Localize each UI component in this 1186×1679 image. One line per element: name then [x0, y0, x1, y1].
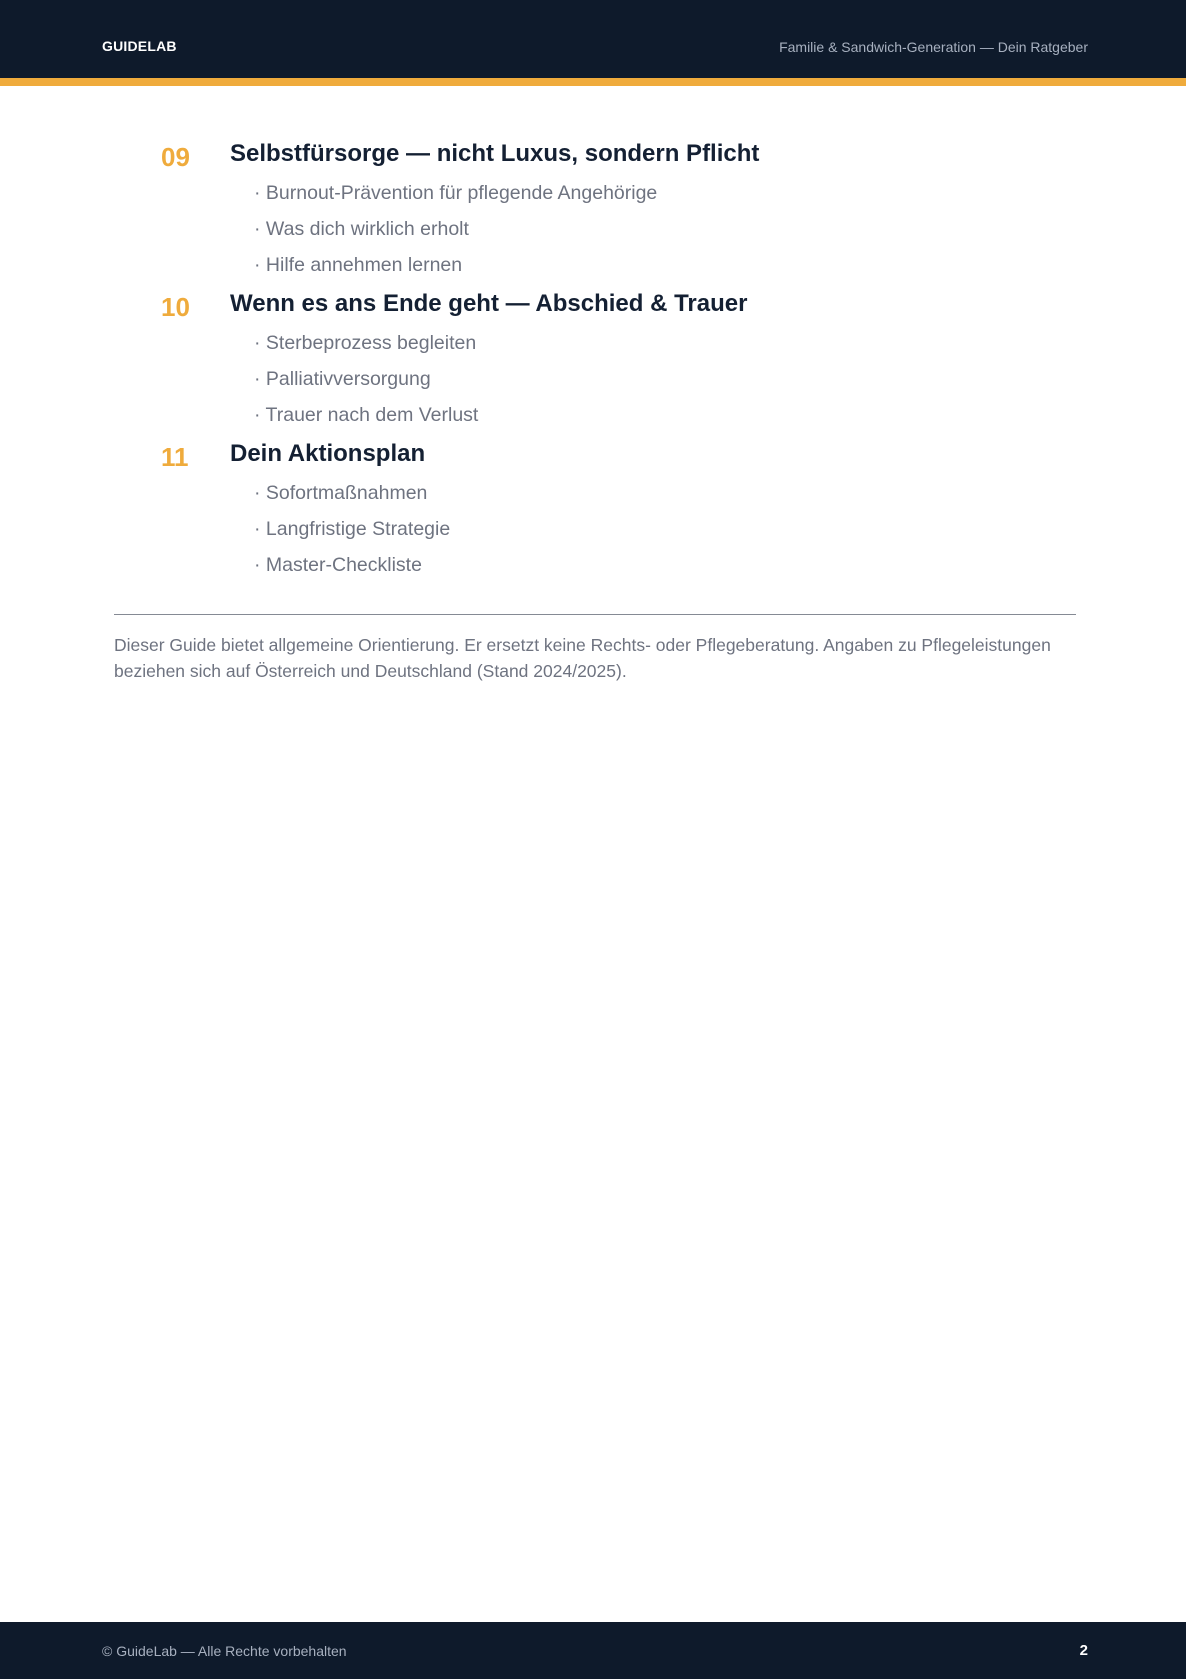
- table-of-contents: [0, 138, 1186, 588]
- section-divider: [114, 614, 1076, 615]
- subtopic-item: · Sterbeprozess begleiten: [254, 332, 477, 354]
- subtopic-item: · Trauer nach dem Verlust: [254, 404, 479, 426]
- page-number: 2: [1079, 1642, 1088, 1659]
- chapter-subtopics: [254, 482, 450, 590]
- subtopic-item: · Burnout-Prävention für pflegende Angehörige: [254, 182, 658, 204]
- page-header: [0, 0, 1186, 78]
- copyright-notice: © GuideLab — Alle Rechte vorbehalten: [102, 1643, 347, 1659]
- chapter-number: 09: [161, 142, 190, 172]
- chapter-number: 11: [161, 442, 189, 472]
- chapter-title: Dein Aktionsplan: [230, 440, 426, 467]
- subtopic-item: · Hilfe annehmen lernen: [254, 254, 463, 276]
- chapter-title: Selbstfürsorge — nicht Luxus, sondern Pflicht: [230, 140, 760, 167]
- chapter-subtopics: [254, 332, 478, 440]
- subtopic-item: · Palliativversorgung: [254, 368, 431, 390]
- page-footer: [0, 1622, 1186, 1679]
- toc-chapter: [0, 438, 1186, 588]
- chapter-title: Wenn es ans Ende geht — Abschied & Trauer: [230, 290, 748, 317]
- chapter-subtopics: [254, 182, 657, 290]
- subtopic-item: · Was dich wirklich erholt: [254, 218, 469, 240]
- toc-chapter: [0, 288, 1186, 438]
- brand-logo-text: GUIDELAB: [102, 38, 177, 54]
- disclaimer-text: Dieser Guide bietet allgemeine Orientierung. Er ersetzt keine Rechts- oder Pflegeberatung. Angaben zu Pflegeleistungen beziehen sich auf Österreich und Deutschland (Stand 2024/2025).: [114, 635, 1051, 681]
- subtopic-item: · Sofortmaßnahmen: [254, 482, 428, 504]
- chapter-number: 10: [161, 292, 190, 322]
- document-title: Familie & Sandwich-Generation — Dein Ratgeber: [779, 39, 1088, 55]
- subtopic-item: · Langfristige Strategie: [254, 518, 451, 540]
- header-accent-bar: [0, 78, 1186, 86]
- subtopic-item: · Master-Checkliste: [254, 554, 422, 576]
- toc-chapter: [0, 138, 1186, 288]
